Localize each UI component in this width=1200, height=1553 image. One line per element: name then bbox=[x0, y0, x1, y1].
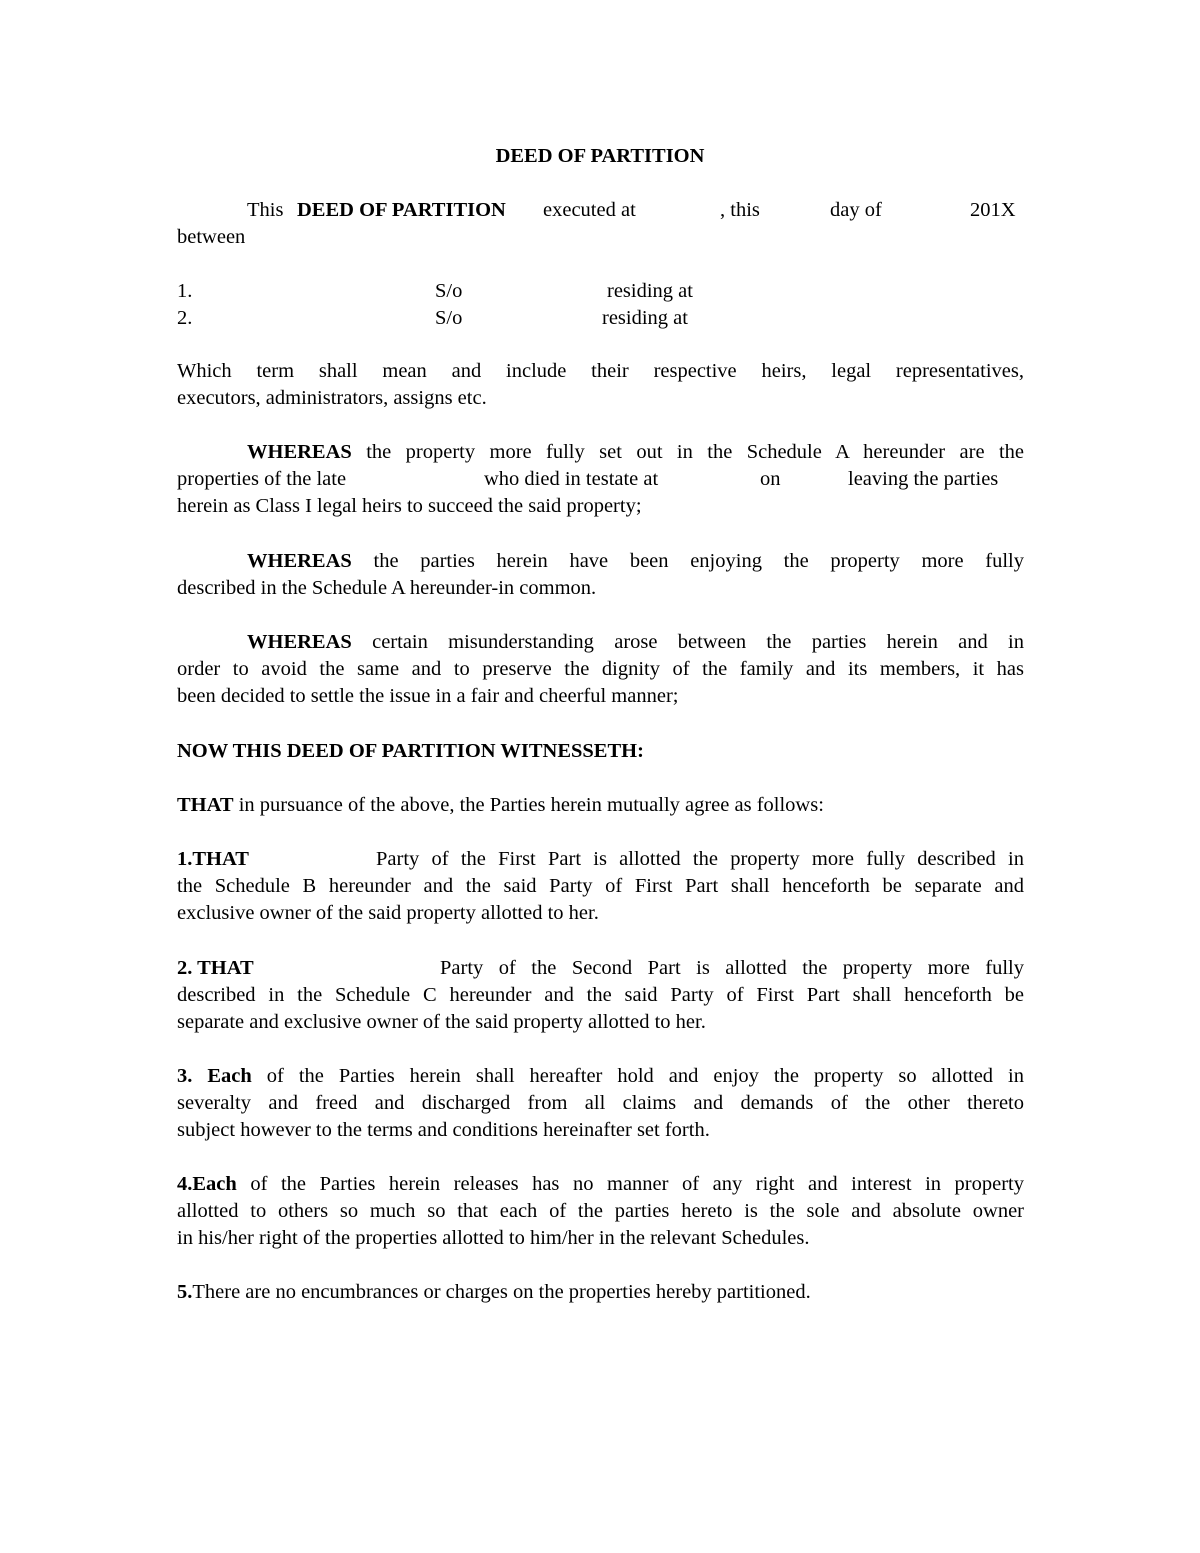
whereas-1-bold: WHEREAS bbox=[247, 441, 352, 463]
which-term-line-2: executors, administrators, assigns etc. bbox=[177, 387, 487, 409]
clause-5-bold: 5. bbox=[177, 1281, 193, 1303]
clause-1-line-2: the Schedule B hereunder and the said Party of First Part shall henceforth be separate and bbox=[177, 875, 1024, 897]
intro-this: This bbox=[247, 199, 284, 221]
whereas-1-line-1 bbox=[247, 439, 1024, 466]
party-2-number: 2. bbox=[177, 307, 193, 329]
party-1-son-of: S/o bbox=[435, 280, 463, 302]
party-1-residing: residing at bbox=[607, 280, 693, 302]
intro-between: between bbox=[177, 226, 246, 248]
party-2-son-of: S/o bbox=[435, 307, 463, 329]
clause-1-line-3: exclusive owner of the said property allotted to her. bbox=[177, 902, 599, 924]
clause-4-line-2: allotted to others so much so that each of the parties hereto is the sole and absolute owner bbox=[177, 1200, 1024, 1222]
clause-3-line-1-text: of the Parties herein shall hereafter hold and enjoy the property so allotted in bbox=[266, 1065, 1024, 1087]
whereas-1-late: properties of the late bbox=[177, 468, 347, 490]
whereas-1-on: on bbox=[760, 468, 781, 490]
party-1-number: 1. bbox=[177, 280, 193, 302]
intro-this-day: , this bbox=[720, 199, 760, 221]
intro-executed-at: executed at bbox=[543, 199, 636, 221]
whereas-1-line-1-text: the property more fully set out in the Schedule A hereunder are the bbox=[366, 441, 1025, 463]
whereas-3-line-1 bbox=[247, 629, 1024, 656]
whereas-2-bold: WHEREAS bbox=[247, 550, 352, 572]
whereas-2-line-1-text: the parties herein have been enjoying the property more fully bbox=[373, 550, 1025, 572]
which-term-line-1: Which term shall mean and include their respective heirs, legal representatives, bbox=[177, 360, 1024, 382]
clause-1-label: 1.THAT bbox=[177, 848, 249, 870]
clause-4-line-1 bbox=[177, 1171, 1024, 1198]
whereas-3-line-1-text: certain misunderstanding arose between the parties herein and in bbox=[372, 631, 1024, 653]
whereas-2-line-2: described in the Schedule A hereunder-in common. bbox=[177, 577, 597, 599]
clause-3-line-3: subject however to the terms and conditions hereinafter set forth. bbox=[177, 1119, 710, 1141]
whereas-3-line-3: been decided to settle the issue in a fair and cheerful manner; bbox=[177, 685, 679, 707]
clause-3-line-1 bbox=[177, 1063, 1024, 1090]
clause-3-line-2: severalty and freed and discharged from all claims and demands of the other thereto bbox=[177, 1092, 1024, 1114]
whereas-2-line-1 bbox=[247, 548, 1024, 575]
witnesseth-heading: NOW THIS DEED OF PARTITION WITNESSETH: bbox=[177, 740, 644, 762]
intro-day-of: day of bbox=[830, 199, 882, 221]
clause-5 bbox=[177, 1279, 811, 1306]
clause-2-line-2: described in the Schedule C hereunder and the said Party of First Part shall henceforth be bbox=[177, 984, 1024, 1006]
whereas-1-line-3: herein as Class I legal heirs to succeed the said property; bbox=[177, 495, 642, 517]
clause-3-bold: 3. Each bbox=[177, 1065, 252, 1087]
clause-2-line-3: separate and exclusive owner of the said property allotted to her. bbox=[177, 1011, 706, 1033]
clause-4-line-1-text: of the Parties herein releases has no manner of any right and interest in property bbox=[250, 1173, 1025, 1195]
whereas-3-line-2: order to avoid the same and to preserve the dignity of the family and its members, it has bbox=[177, 658, 1024, 680]
that-intro-text: in pursuance of the above, the Parties herein mutually agree as follows: bbox=[238, 794, 824, 816]
intro-deed-name: DEED OF PARTITION bbox=[297, 199, 506, 221]
whereas-3-bold: WHEREAS bbox=[247, 631, 352, 653]
clause-1-line-1: Party of the First Part is allotted the property more fully described in bbox=[376, 848, 1024, 870]
clause-2-label: 2. THAT bbox=[177, 957, 254, 979]
party-2-residing: residing at bbox=[602, 307, 688, 329]
clause-5-text: There are no encumbrances or charges on the properties hereby partitioned. bbox=[192, 1281, 811, 1303]
clause-4-line-3: in his/her right of the properties allotted to him/her in the relevant Schedules. bbox=[177, 1227, 810, 1249]
intro-year: 201X bbox=[970, 199, 1016, 221]
clause-2-line-1: Party of the Second Part is allotted the property more fully bbox=[440, 957, 1024, 979]
document-title: DEED OF PARTITION bbox=[495, 145, 705, 167]
clause-4-bold: 4.Each bbox=[177, 1173, 237, 1195]
whereas-1-died-at: who died in testate at bbox=[484, 468, 659, 490]
that-intro-bold: THAT bbox=[177, 794, 234, 816]
whereas-1-leaving: leaving the parties bbox=[848, 468, 999, 490]
that-intro bbox=[177, 792, 824, 819]
